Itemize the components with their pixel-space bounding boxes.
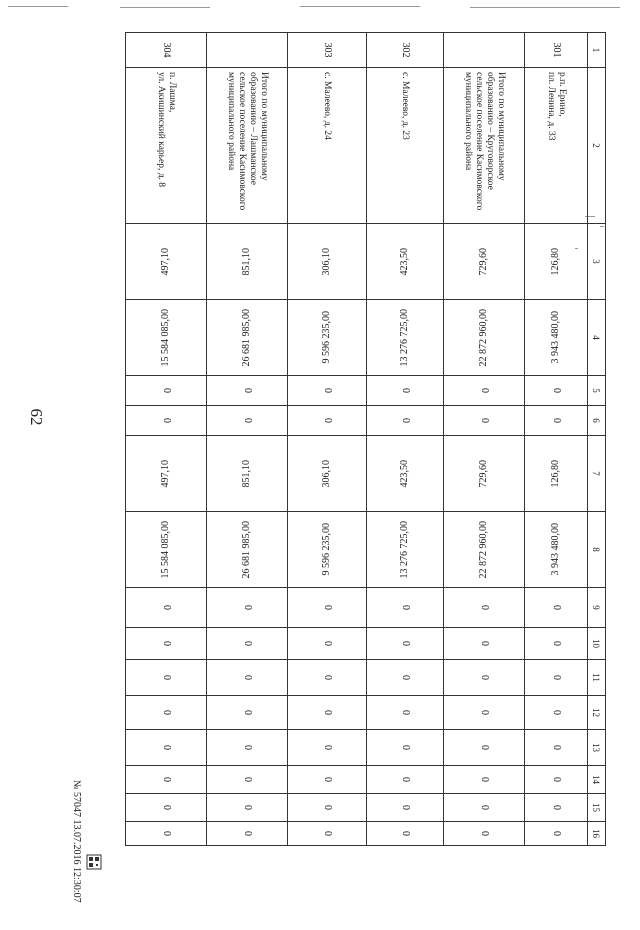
value-cell: 0 <box>126 628 207 660</box>
page-number: 62 <box>27 408 46 426</box>
value-cell: 0 <box>288 406 367 436</box>
value-cell: 0 <box>525 822 588 846</box>
value-cell: 0 <box>444 628 525 660</box>
value-cell <box>525 224 588 300</box>
column-header: 5 <box>588 376 606 406</box>
value-cell <box>367 300 444 376</box>
value-text: 126,80 <box>550 247 561 276</box>
value-cell <box>525 300 588 376</box>
value-cell <box>126 512 207 588</box>
value-cell <box>288 224 367 300</box>
value-cell <box>207 436 288 512</box>
value-text: 3 943 480,00 <box>550 523 561 576</box>
value-cell: 0 <box>444 696 525 730</box>
value-cell: 0 <box>525 766 588 794</box>
value-cell <box>525 436 588 512</box>
value-text: 851,10 <box>241 247 252 276</box>
value-cell <box>367 436 444 512</box>
value-cell <box>126 436 207 512</box>
column-header: 10 <box>588 628 606 660</box>
value-text: 497,10 <box>160 459 171 488</box>
value-cell: 0 <box>207 730 288 766</box>
table-row <box>126 33 207 846</box>
value-cell: 0 <box>444 794 525 822</box>
value-cell: 0 <box>207 376 288 406</box>
address-cell: с. Малеево, д. 24 <box>288 68 367 224</box>
column-header: 6 <box>588 406 606 436</box>
column-header: 2 <box>588 68 606 224</box>
value-cell: 0 <box>444 730 525 766</box>
row-number-cell: 304 <box>126 33 207 68</box>
row-number-cell <box>444 33 525 68</box>
column-header: 7 <box>588 436 606 512</box>
value-cell: 0 <box>288 794 367 822</box>
value-cell <box>126 300 207 376</box>
value-cell: 0 <box>367 406 444 436</box>
value-cell: 0 <box>288 660 367 696</box>
address-cell: п. Лашма, ул. Акишинский карьер, д. 8 <box>126 68 207 224</box>
value-cell <box>288 300 367 376</box>
value-cell: 0 <box>288 730 367 766</box>
address-cell: Итого по муниципальному образованию – Круговорское сельское поселение Касимовского муниципального района <box>444 68 525 224</box>
value-cell <box>525 512 588 588</box>
value-cell: 0 <box>444 406 525 436</box>
value-text: 9 596 235,00 <box>321 523 332 576</box>
value-cell: 0 <box>525 730 588 766</box>
value-text: 306,10 <box>321 247 332 276</box>
value-cell: 0 <box>367 588 444 628</box>
value-text: 3 943 480,00 <box>550 311 561 364</box>
value-cell <box>126 224 207 300</box>
value-cell: 0 <box>367 376 444 406</box>
value-cell: 0 <box>444 660 525 696</box>
value-cell: 0 <box>207 588 288 628</box>
value-cell: 0 <box>288 628 367 660</box>
value-cell <box>444 512 525 588</box>
value-cell: 0 <box>126 588 207 628</box>
column-header: 11 <box>588 660 606 696</box>
value-cell: 0 <box>367 696 444 730</box>
value-cell <box>367 512 444 588</box>
value-cell: 0 <box>288 588 367 628</box>
value-text: 13 276 725,00 <box>399 308 410 367</box>
value-cell: 0 <box>126 696 207 730</box>
address-cell: Итого по муниципальному образованию – Лашманское сельское поселение Касимовского муниципального района <box>207 68 288 224</box>
value-text: 126,80 <box>550 459 561 488</box>
value-text: 15 584 085,00 <box>160 520 171 579</box>
column-header: 8 <box>588 512 606 588</box>
value-cell: 0 <box>525 376 588 406</box>
table-row <box>367 33 444 846</box>
value-cell: 0 <box>288 376 367 406</box>
row-number-cell: 303 <box>288 33 367 68</box>
column-header: 3 <box>588 224 606 300</box>
value-text: 26 681 985,00 <box>241 520 252 579</box>
value-cell: 0 <box>525 794 588 822</box>
value-text: 306,10 <box>321 459 332 488</box>
value-cell <box>367 224 444 300</box>
value-text: 26 681 985,00 <box>241 308 252 367</box>
value-cell <box>207 300 288 376</box>
value-text: 423,50 <box>399 247 410 276</box>
row-number-cell <box>207 33 288 68</box>
value-text: 9 596 235,00 <box>321 311 332 364</box>
value-cell <box>288 436 367 512</box>
value-cell: 0 <box>126 730 207 766</box>
column-header: 16 <box>588 822 606 846</box>
value-cell: 0 <box>207 794 288 822</box>
value-cell: 0 <box>367 660 444 696</box>
value-text: 22 872 960,00 <box>478 520 489 579</box>
value-text: 497,10 <box>160 247 171 276</box>
column-header: 13 <box>588 730 606 766</box>
value-cell <box>444 436 525 512</box>
column-header: 15 <box>588 794 606 822</box>
value-cell: 0 <box>525 696 588 730</box>
value-cell: 0 <box>207 696 288 730</box>
value-cell: 0 <box>367 822 444 846</box>
value-cell: 0 <box>126 766 207 794</box>
value-text: 22 872 960,00 <box>478 308 489 367</box>
address-cell: р.п. Ерино, пл. Ленина, д. 33 <box>525 68 588 224</box>
row-number-cell: 301 <box>525 33 588 68</box>
column-header: 9 <box>588 588 606 628</box>
value-cell: 0 <box>126 406 207 436</box>
value-text: 423,50 <box>399 459 410 488</box>
stamp-text: № 57047 13.07.2016 12:30:07 <box>71 780 82 903</box>
value-cell: 0 <box>444 376 525 406</box>
value-cell <box>207 224 288 300</box>
value-cell: 0 <box>444 766 525 794</box>
value-cell: 0 <box>288 822 367 846</box>
value-cell: 0 <box>126 822 207 846</box>
data-table <box>125 32 606 846</box>
table-row <box>288 33 367 846</box>
value-cell: 0 <box>525 660 588 696</box>
value-cell: 0 <box>126 376 207 406</box>
value-text: 15 584 085,00 <box>160 308 171 367</box>
value-cell <box>288 512 367 588</box>
value-cell: 0 <box>444 822 525 846</box>
value-cell: 0 <box>525 628 588 660</box>
column-header: 12 <box>588 696 606 730</box>
table-row <box>525 33 588 846</box>
value-cell: 0 <box>207 628 288 660</box>
value-cell: 0 <box>367 730 444 766</box>
column-header: 1 <box>588 33 606 68</box>
value-text: 13 276 725,00 <box>399 520 410 579</box>
value-cell: 0 <box>525 406 588 436</box>
value-cell <box>444 300 525 376</box>
address-cell: с. Малеево, д. 23 <box>367 68 444 224</box>
value-cell: 0 <box>367 766 444 794</box>
value-cell <box>207 512 288 588</box>
value-text: 851,10 <box>241 459 252 488</box>
value-cell: 0 <box>207 822 288 846</box>
value-text: 729,60 <box>478 247 489 276</box>
table-row <box>207 33 288 846</box>
value-cell: 0 <box>126 794 207 822</box>
stamp-logo-icon <box>86 854 102 870</box>
value-cell: 0 <box>288 696 367 730</box>
column-header: 14 <box>588 766 606 794</box>
table-row <box>444 33 525 846</box>
value-cell: 0 <box>444 588 525 628</box>
value-cell <box>444 224 525 300</box>
value-cell: 0 <box>525 588 588 628</box>
value-cell: 0 <box>367 794 444 822</box>
row-number-cell: 302 <box>367 33 444 68</box>
column-header: 4 <box>588 300 606 376</box>
value-cell: 0 <box>207 766 288 794</box>
value-cell: 0 <box>207 406 288 436</box>
value-text: 729,60 <box>478 459 489 488</box>
table-header-row <box>588 33 606 846</box>
value-cell: 0 <box>288 766 367 794</box>
value-cell: 0 <box>126 660 207 696</box>
value-cell: 0 <box>367 628 444 660</box>
value-cell: 0 <box>207 660 288 696</box>
